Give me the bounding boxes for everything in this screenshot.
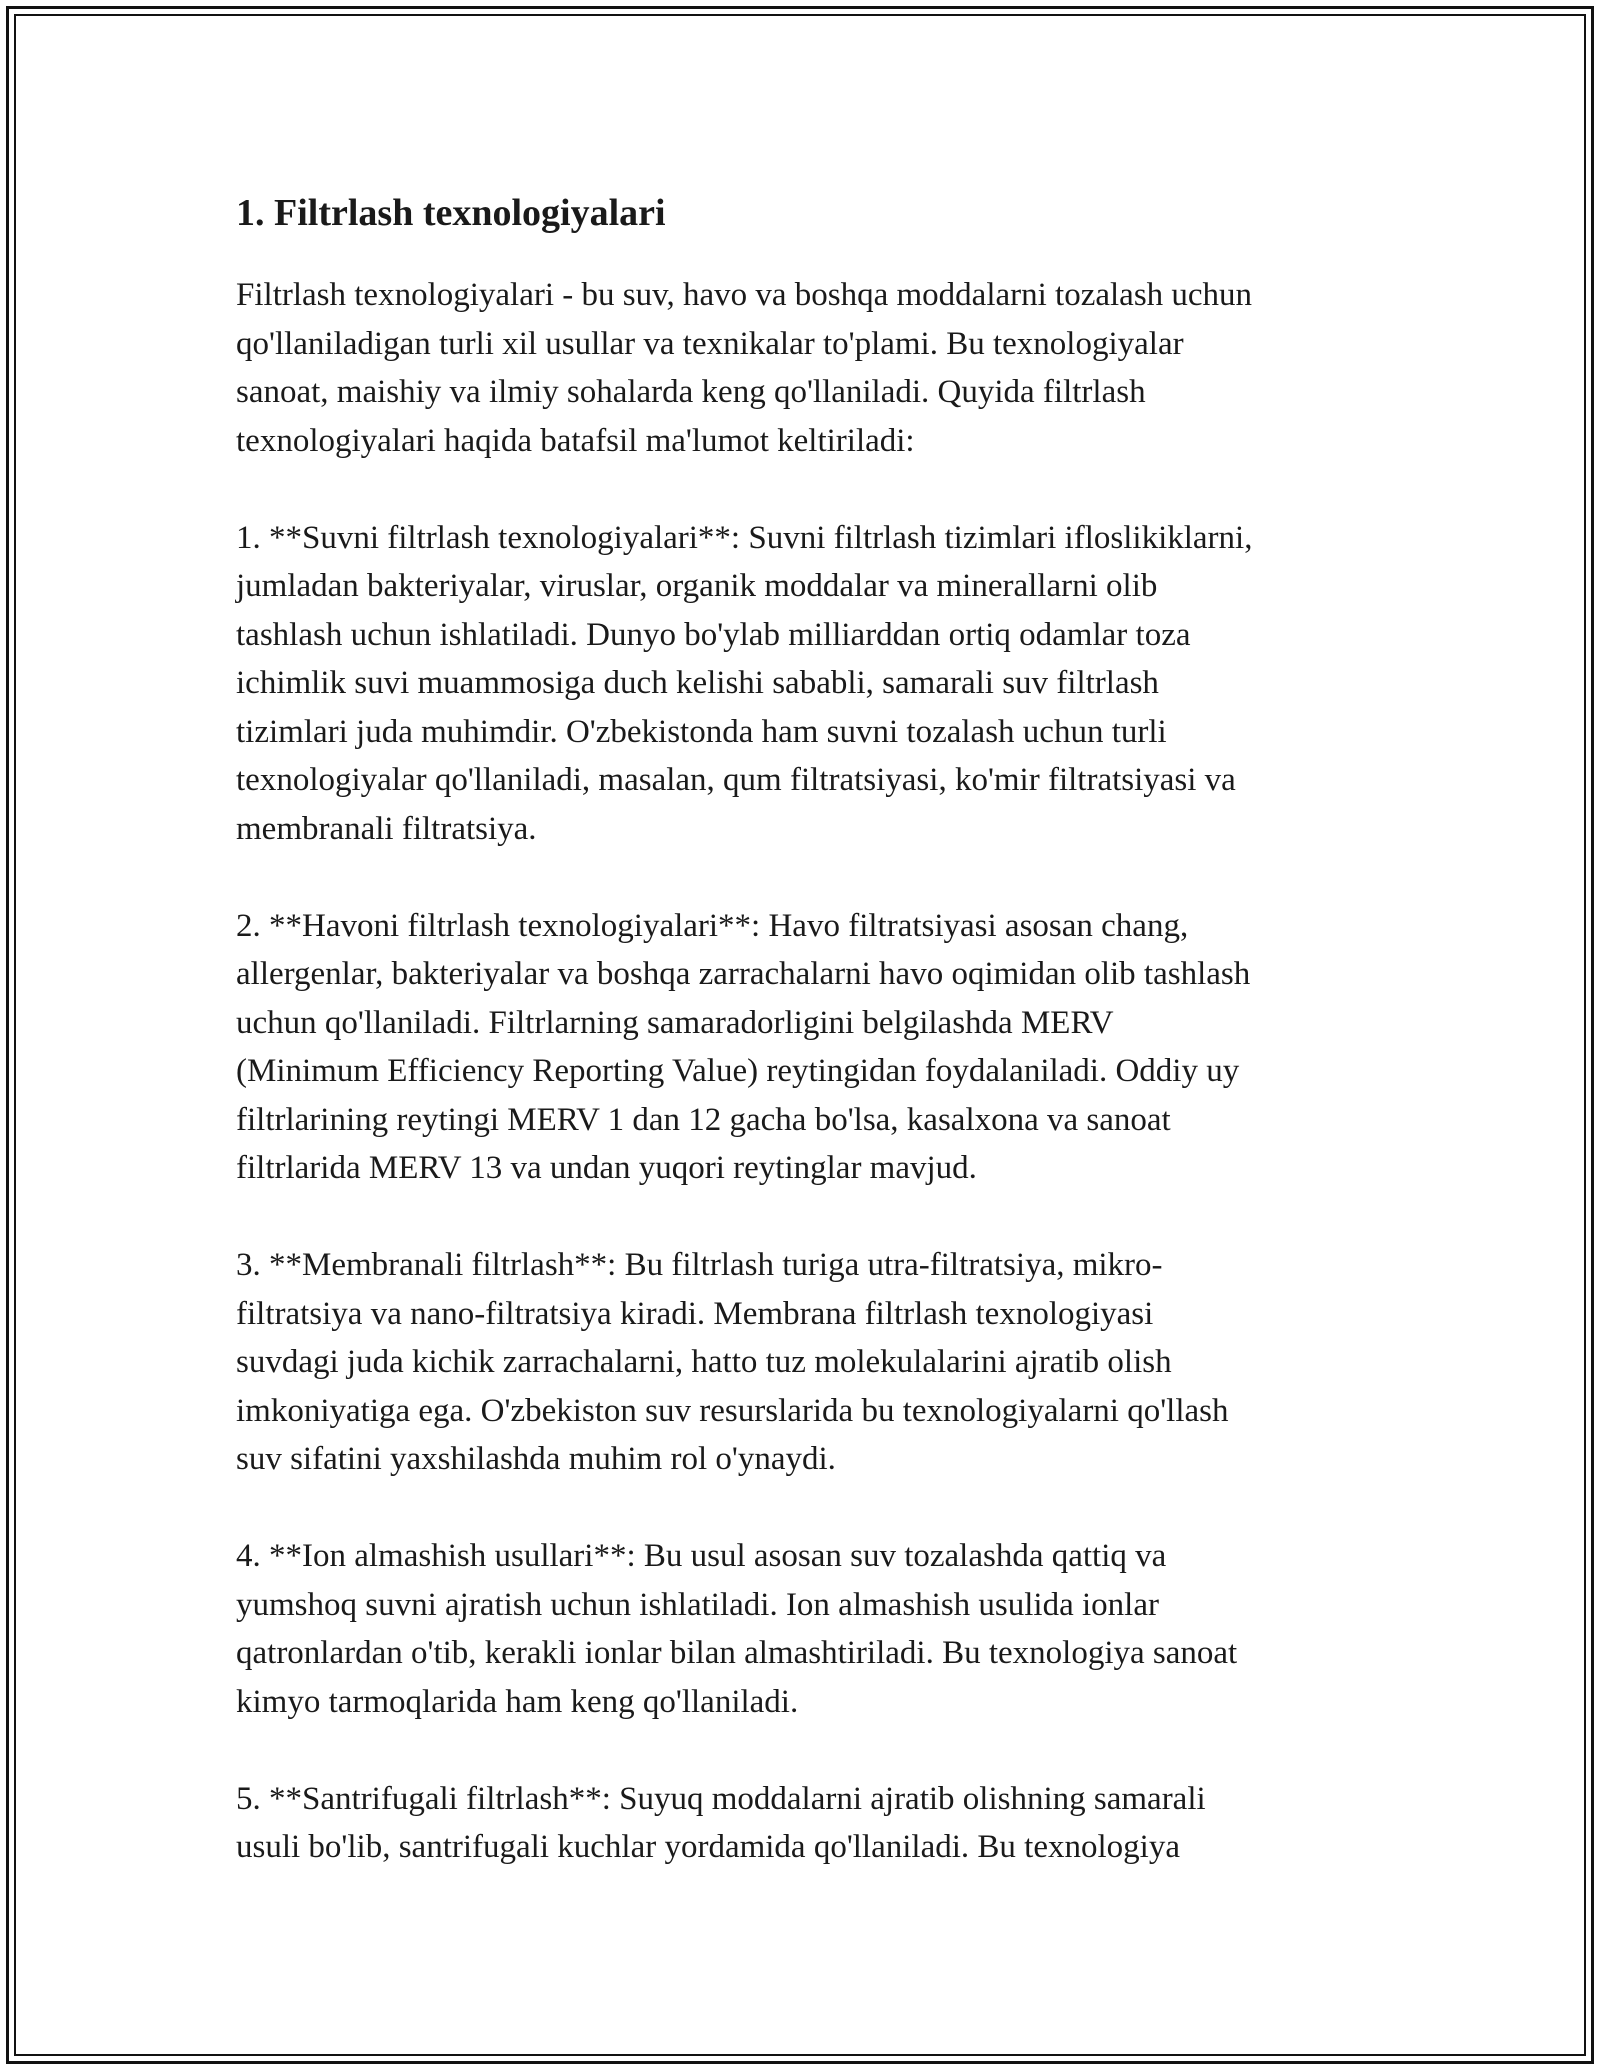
paragraph-membrane-filtration: 3. **Membranali filtrlash**: Bu filtrlash turiga utra-filtratsiya, mikro- filtratsiya va nano-filtratsiya kiradi. Membrana filtrlash texnologiyasi suvdagi juda kichik zarrachalarni, hatto tuz molekulalarini ajratib olish imkoniyatiga ega. O'zbekiston suv resurslarida bu texnologiyalarni qo'llash suv sifatini yaxshilashda muhim rol o'ynaydi. [236,1247,1229,1477]
paragraph-water-filtration: 1. **Suvni filtrlash texnologiyalari**: Suvni filtrlash tizimlari ifloslikiklarni, jumladan bakteriyalar, viruslar, organik moddalar va minerallarni olib tashlash uchun ishlatiladi. Dunyo bo'ylab milliarddan ortiq odamlar toza ichimlik suvi muammosiga duch kelishi sababli, samarali suv filtrlash tizimlari juda muhimdir. O'zbekistonda ham suvni tozalash uchun turli texnologiyalar qo'llaniladi, masalan, qum filtratsiyasi, ko'mir filtratsiyasi va membranali filtratsiya. [236,519,1253,847]
section-heading: 1. Filtrlash texnologiyalari [236,192,666,234]
paragraph-centrifugal-filtration: 5. **Santrifugali filtrlash**: Suyuq moddalarni ajratib olishning samarali usuli bo'lib, santrifugali kuchlar yordamida qo'llaniladi. Bu texnologiya [236,1780,1206,1865]
paragraph-air-filtration: 2. **Havoni filtrlash texnologiyalari**: Havo filtratsiyasi asosan chang, allergenlar, bakteriyalar va boshqa zarrachalarni havo oqimidan olib tashlash uchun qo'llaniladi. Filtrlarning samaradorligini belgilashda MERV (Minimum Efficiency Reporting Value) reytingidan foydalaniladi. Oddiy uy filtrlarining reytingi MERV 1 dan 12 gacha bo'lsa, kasalxona va sanoat filtrlarida MERV 13 va undan yuqori reytinglar mavjud. [236,907,1251,1186]
paragraph-ion-exchange: 4. **Ion almashish usullari**: Bu usul asosan suv tozalashda qattiq va yumshoq suvni ajratish uchun ishlatiladi. Ion almashish usulida ionlar qatronlardan o'tib, kerakli ionlar bilan almashtiriladi. Bu texnologiya sanoat kimyo tarmoqlarida ham keng qo'llaniladi. [236,1538,1238,1720]
intro-paragraph: Filtrlash texnologiyalari - bu suv, havo va boshqa moddalarni tozalash uchun qo'llaniladigan turli xil usullar va texnikalar to'plami. Bu texnologiyalar sanoat, maishiy va ilmiy sohalarda keng qo'llaniladi. Quyida filtrlash texnologiyalari haqida batafsil ma'lumot keltiriladi: [236,277,1253,459]
document-body [236,186,1386,1872]
